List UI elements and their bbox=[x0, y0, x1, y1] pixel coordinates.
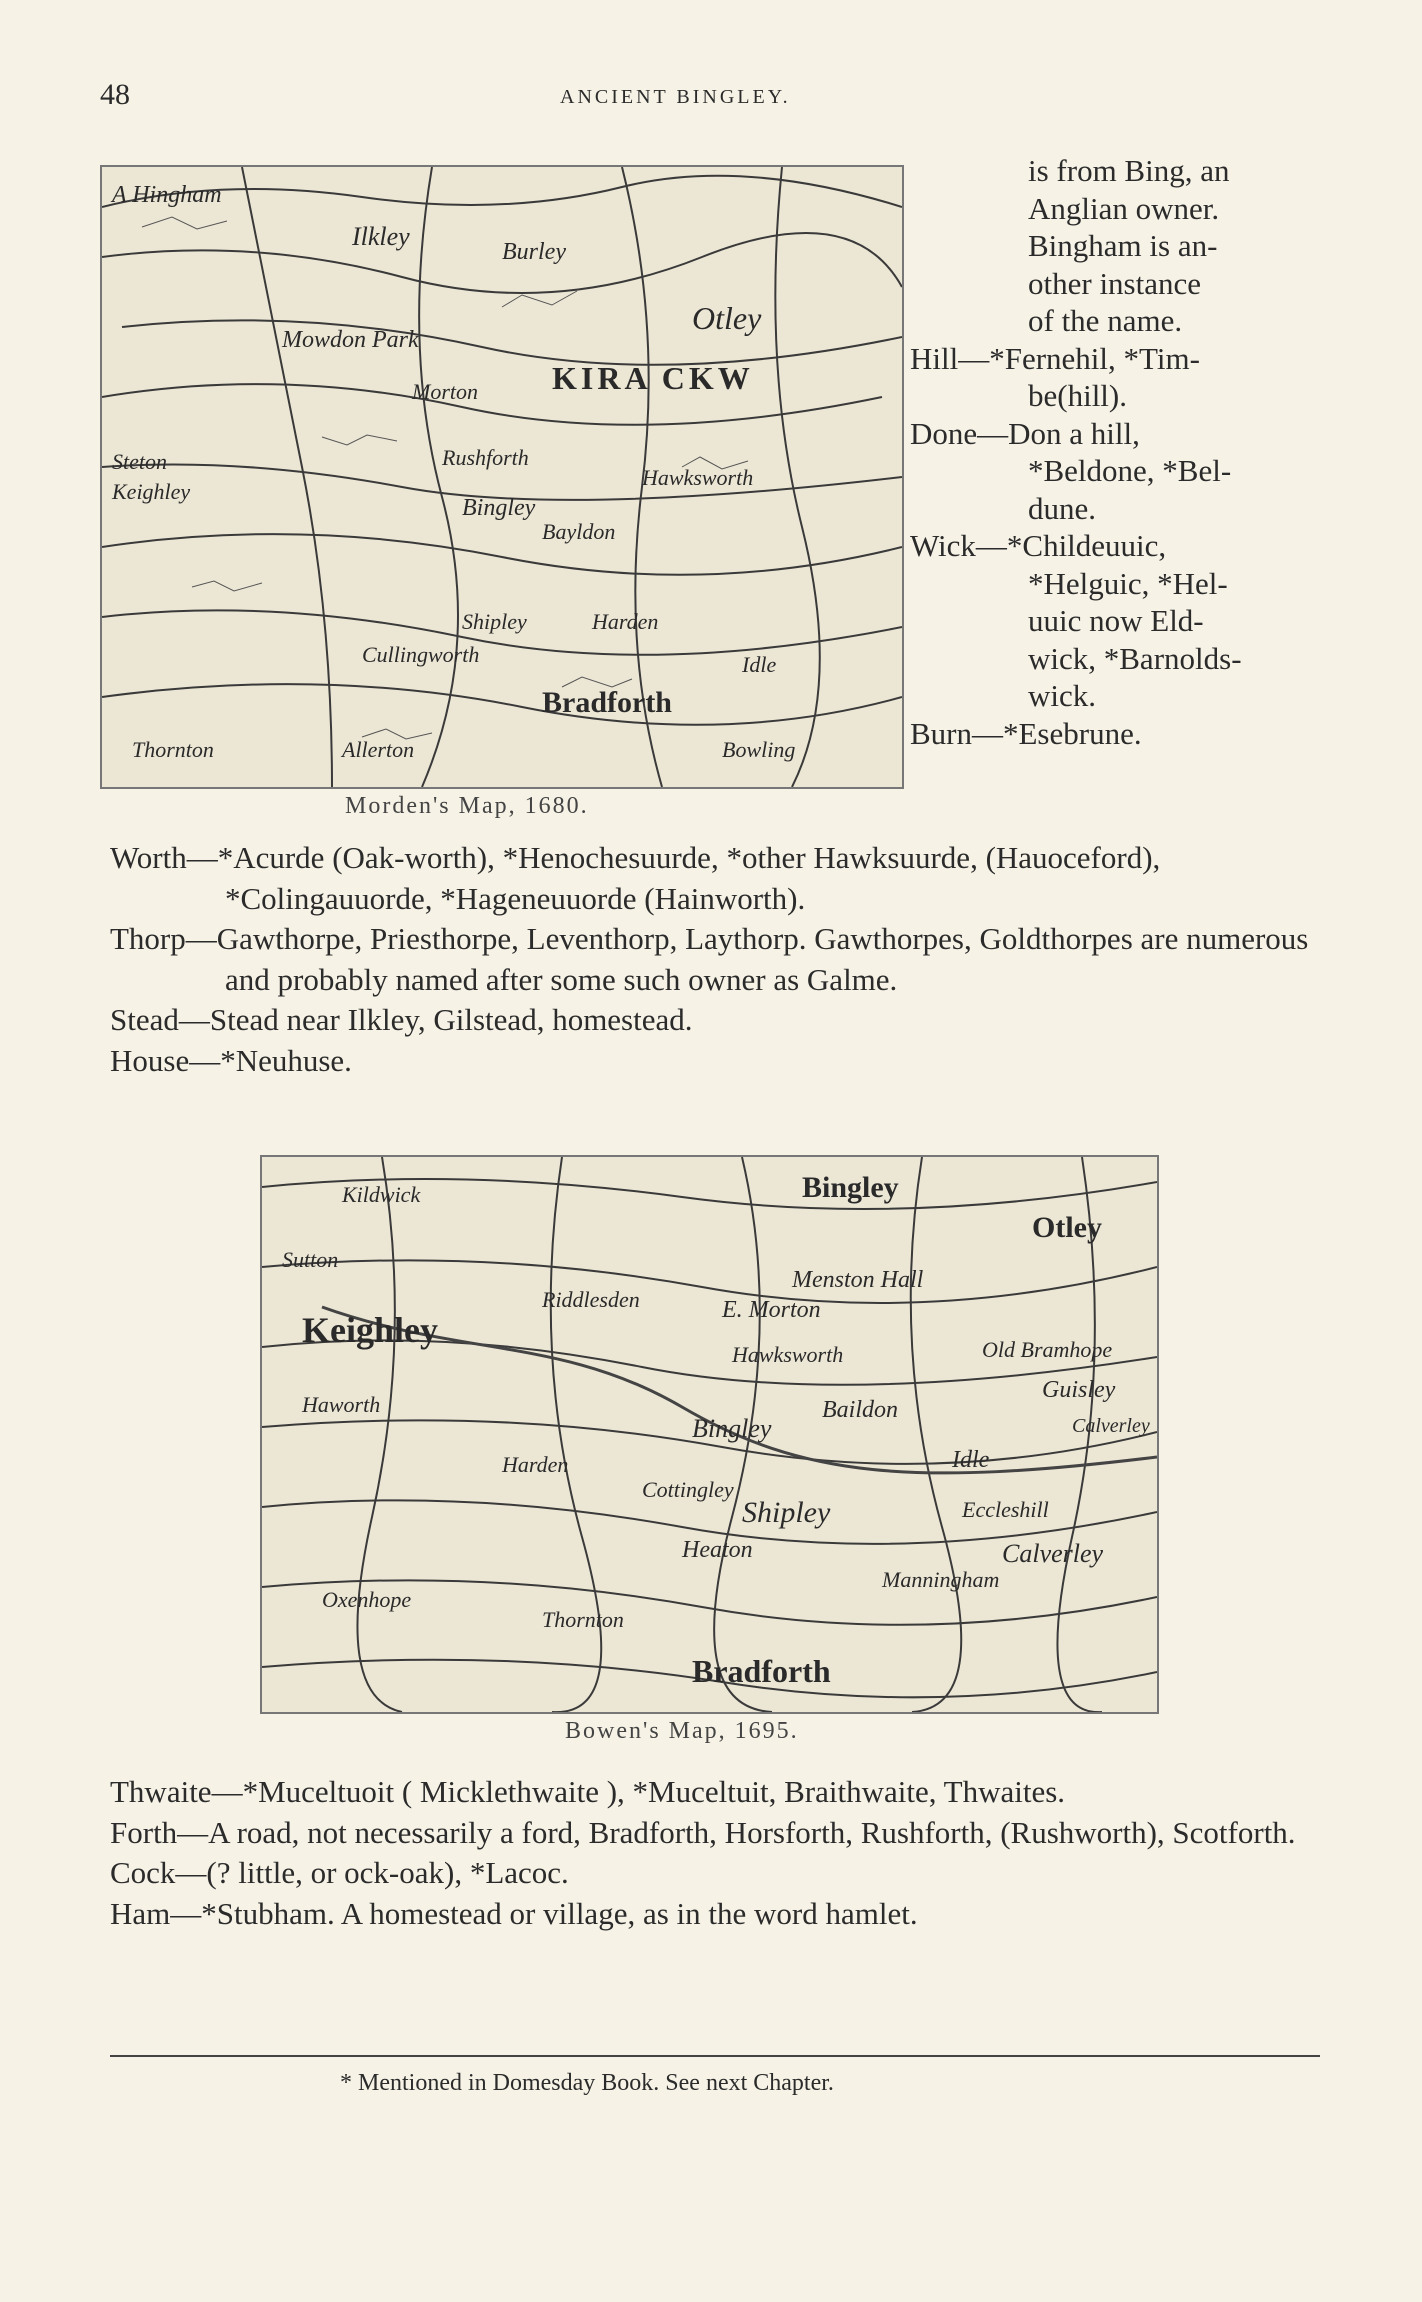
map-label-bradforth: Bradforth bbox=[692, 1653, 831, 1689]
map-label-bingley-top: Bingley bbox=[802, 1171, 899, 1204]
side-line: dune. bbox=[1028, 490, 1097, 526]
side-column bbox=[910, 152, 1322, 752]
side-line-done: Done—Don a hill, bbox=[910, 415, 1140, 451]
side-line: *Beldone, *Bel- bbox=[1028, 453, 1232, 488]
map-label-allerton: Allerton bbox=[342, 737, 415, 762]
map-label-baildon: Bayldon bbox=[542, 519, 616, 544]
bowen-map-caption: Bowen's Map, 1695. bbox=[565, 1718, 799, 1744]
entries-block-2 bbox=[110, 1772, 1325, 1934]
map-label-thornton: Thornton bbox=[132, 737, 214, 762]
footnote: * Mentioned in Domesday Book. See next Chapter. bbox=[340, 2070, 834, 2096]
running-title: ANCIENT BINGLEY. bbox=[560, 86, 791, 108]
map-label-steton: Steton bbox=[112, 449, 167, 474]
map-label-calverley: Calverley bbox=[1002, 1539, 1104, 1568]
map-label-mowdon-park: Mowdon Park bbox=[282, 327, 419, 353]
side-line-burn: Burn—*Esebrune. bbox=[910, 715, 1142, 751]
map-label-ilkley: Ilkley bbox=[352, 222, 410, 251]
map-label-hawksworth: Hawksworth bbox=[732, 1342, 844, 1367]
map-label-cottingley: Cottingley bbox=[642, 1477, 734, 1502]
map-label-bowling: Bowling bbox=[722, 737, 796, 762]
map-label-hingham: A Hingham bbox=[112, 182, 222, 208]
entry-stead: Stead—Stead near Ilkley, Gilstead, homestead. bbox=[110, 1002, 693, 1037]
map-label-heaton: Heaton bbox=[682, 1537, 753, 1563]
map-label-idle: Idle bbox=[952, 1447, 990, 1473]
map-label-manningham: Manningham bbox=[882, 1567, 1000, 1592]
bowen-map bbox=[260, 1155, 1159, 1714]
map-label-hawksworth: Hawksworth bbox=[642, 465, 754, 490]
map-label-harden: Harden bbox=[592, 609, 659, 634]
map-label-oxenhope: Oxenhope bbox=[322, 1587, 412, 1612]
map-label-old-bramhope: Old Bramhope bbox=[982, 1337, 1113, 1362]
bowen-map-drawing bbox=[262, 1157, 1157, 1712]
morden-map bbox=[100, 165, 904, 789]
page-number: 48 bbox=[100, 78, 130, 111]
side-line: be(hill). bbox=[1028, 378, 1127, 413]
map-label-calverley-top: Calverley bbox=[1072, 1415, 1150, 1437]
map-label-baildon: Baildon bbox=[822, 1397, 898, 1423]
entry-thwaite: Thwaite—*Muceltuoit ( Micklethwaite ), *Muceltuit, Braithwaite, Thwaites. bbox=[110, 1774, 1066, 1809]
entry-worth: Worth—*Acurde (Oak-worth), *Henochesuurde, *other Hawksuurde, (Hauoceford), *Colingauuorde, *Hageneuuorde (Hainworth). bbox=[110, 840, 1161, 916]
entry-house: House—*Neuhuse. bbox=[110, 1042, 352, 1078]
map-label-kirk: KIRA CKW bbox=[552, 360, 754, 396]
map-label-otley: Otley bbox=[692, 300, 762, 336]
map-label-bradforth: Bradforth bbox=[542, 686, 672, 719]
map-label-menston-hall: Menston Hall bbox=[792, 1267, 924, 1293]
side-line-wick: Wick—*Childeuuic, bbox=[910, 528, 1167, 563]
map-label-cullingworth: Cullingworth bbox=[362, 642, 480, 667]
map-label-otley: Otley bbox=[1032, 1211, 1102, 1244]
map-label-guiseley: Guisley bbox=[1042, 1377, 1116, 1403]
map-label-burley: Burley bbox=[502, 239, 566, 265]
map-label-morton: E. Morton bbox=[722, 1297, 821, 1323]
map-label-keighley: Keighley bbox=[112, 479, 191, 504]
side-line: uuic now Eld- bbox=[1028, 603, 1204, 638]
map-label-morton: Morton bbox=[412, 379, 478, 404]
map-label-harden: Harden bbox=[502, 1452, 569, 1477]
morden-map-drawing bbox=[102, 167, 902, 787]
side-line: of the name. bbox=[1028, 303, 1183, 338]
morden-map-caption: Morden's Map, 1680. bbox=[345, 793, 589, 819]
footnote-rule bbox=[110, 2055, 1320, 2057]
map-label-rushforth: Rushforth bbox=[442, 445, 529, 470]
side-line: *Helguic, *Hel- bbox=[1028, 565, 1228, 601]
entry-forth: Forth—A road, not necessarily a ford, Bradforth, Horsforth, Rushforth, (Rushworth), Scotforth. bbox=[110, 1814, 1296, 1850]
map-label-idle: Idle bbox=[742, 652, 777, 677]
map-label-riddlesden: Riddlesden bbox=[542, 1287, 640, 1312]
side-line: is from Bing, an bbox=[1028, 153, 1230, 188]
side-line: wick, *Barnolds- bbox=[1028, 640, 1242, 676]
entries-block-1 bbox=[110, 838, 1325, 1081]
map-label-bingley: Bingley bbox=[462, 495, 536, 521]
map-label-thornton: Thornton bbox=[542, 1607, 624, 1632]
entry-cock: Cock—(? little, or ock-oak), *Lacoc. bbox=[110, 1855, 569, 1890]
map-label-kildwick: Kildwick bbox=[342, 1182, 421, 1207]
map-label-sutton: Sutton bbox=[282, 1247, 339, 1272]
entry-ham: Ham—*Stubham. A homestead or village, as in the word hamlet. bbox=[110, 1895, 918, 1931]
entry-thorp: Thorp—Gawthorpe, Priesthorpe, Leventhorp, Laythorp. Gawthorpes, Goldthorpes are numerous and probably named after some such owner as Galme. bbox=[110, 921, 1309, 997]
side-line: wick. bbox=[1028, 678, 1097, 713]
map-label-shipley: Shipley bbox=[742, 1496, 831, 1529]
side-line: Anglian owner. bbox=[1028, 190, 1220, 226]
map-label-bingley: Bingley bbox=[692, 1414, 772, 1443]
map-label-shipley: Shipley bbox=[462, 609, 527, 634]
side-line-hill: Hill—*Fernehil, *Tim- bbox=[910, 340, 1200, 376]
side-line: Bingham is an- bbox=[1028, 228, 1218, 263]
map-label-haworth: Haworth bbox=[302, 1392, 381, 1417]
map-label-eccleshill: Eccleshill bbox=[962, 1497, 1049, 1522]
side-line: other instance bbox=[1028, 265, 1202, 301]
map-label-keighley: Keighley bbox=[302, 1310, 438, 1350]
